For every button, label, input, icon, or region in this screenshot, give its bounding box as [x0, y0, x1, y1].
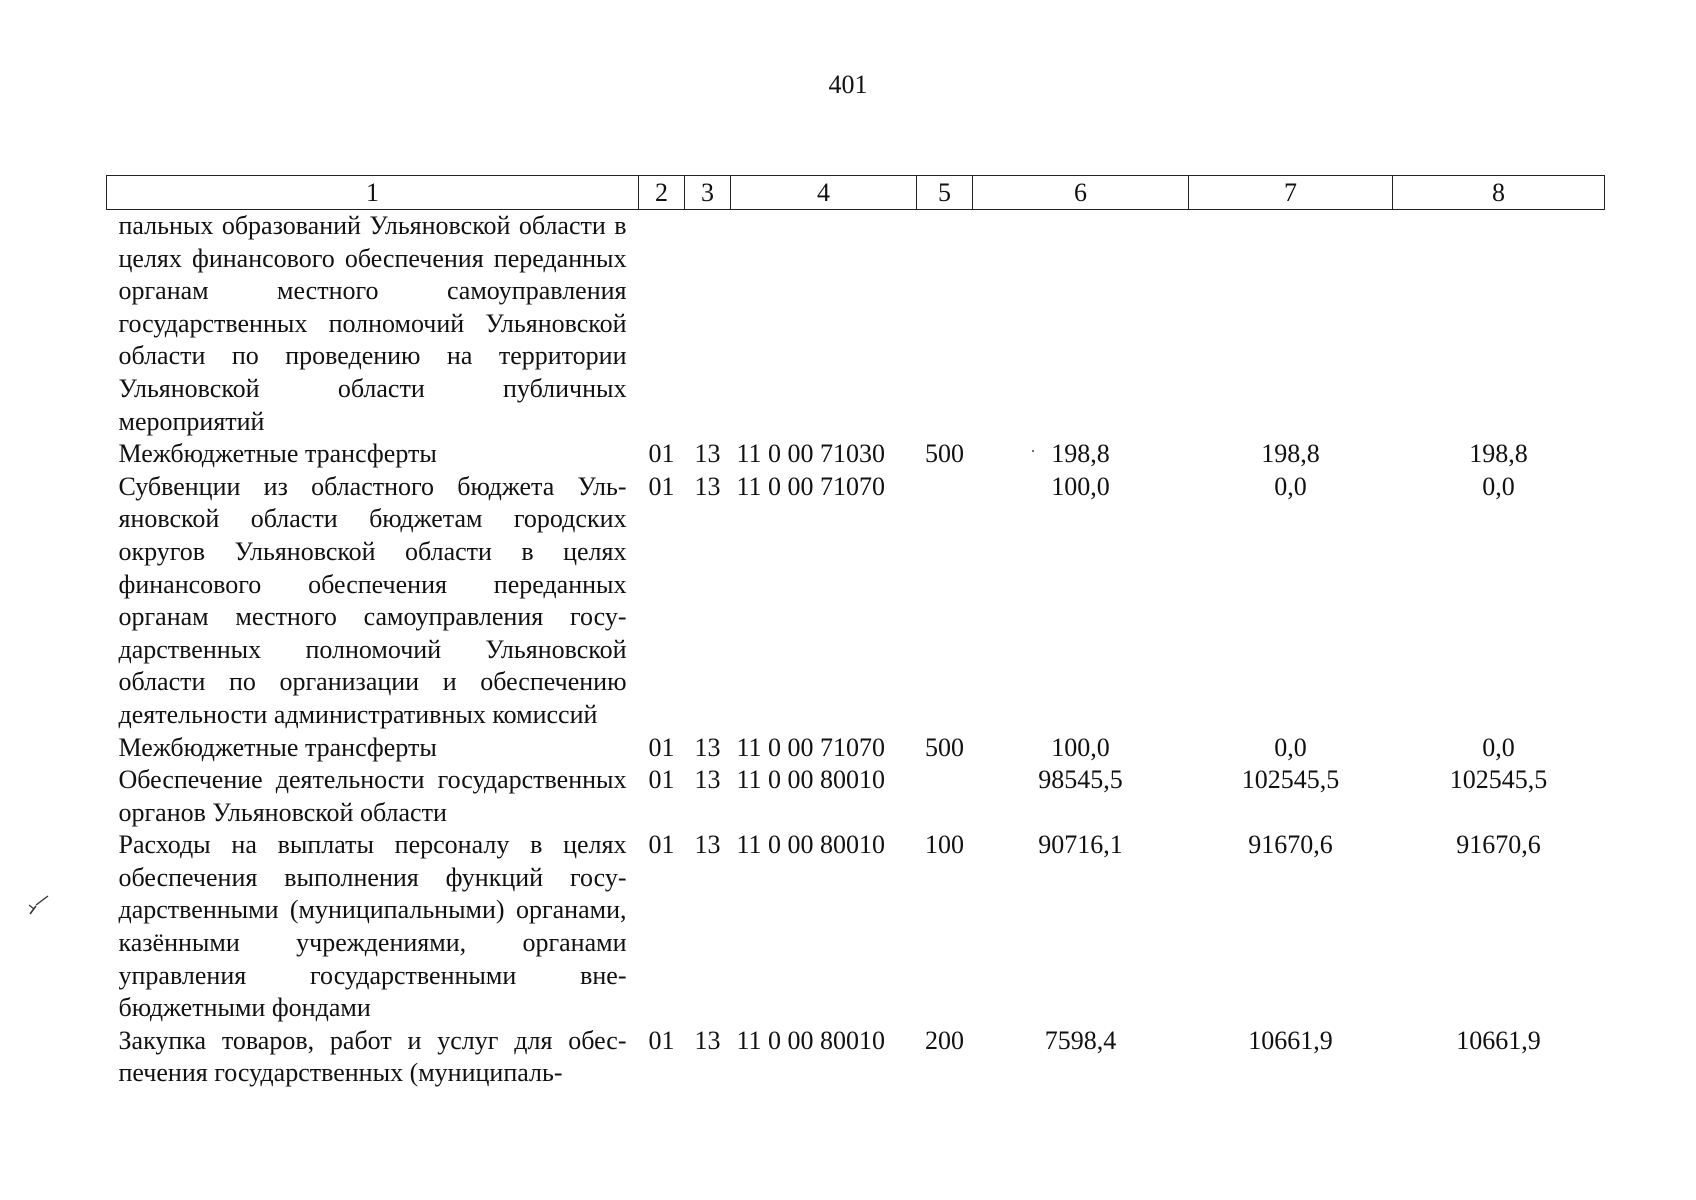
row-name: Обеспечение деятельности государственных органов Ульяновской области	[118, 765, 627, 827]
header-col-5: 5	[917, 176, 973, 210]
row-value-7: 10661,9	[1248, 1025, 1333, 1055]
row-value-8: 102545,5	[1449, 765, 1548, 795]
margin-mark	[26, 892, 52, 918]
row-value-6: 198,8	[1051, 439, 1110, 469]
row-section: 01	[648, 732, 675, 762]
table-row	[107, 471, 1605, 732]
table-body	[107, 210, 1605, 1091]
row-value-6: 100,0	[1051, 471, 1110, 501]
row-target-article: 11 0 00 71070	[736, 471, 886, 501]
row-subsection: 13	[694, 439, 721, 469]
header-col-2: 2	[639, 176, 685, 210]
row-section	[639, 210, 685, 439]
table-row	[107, 438, 1605, 471]
page-number: 401	[828, 70, 868, 99]
row-expense-type: 200	[925, 1025, 964, 1055]
row-value-6: 98545,5	[1038, 765, 1123, 795]
row-target-article	[731, 210, 917, 439]
row-value-8: 91670,6	[1456, 830, 1541, 860]
row-value-6: 90716,1	[1038, 830, 1123, 860]
row-value-8	[1393, 210, 1605, 439]
table-row	[107, 210, 1605, 439]
header-col-3: 3	[685, 176, 731, 210]
row-value-7: 198,8	[1261, 439, 1320, 469]
row-value-7: 102545,5	[1241, 765, 1340, 795]
row-name: Закупка товаров, работ и услуг для обеспечения государственных (муниципаль-	[118, 1025, 627, 1088]
row-value-7: 0,0	[1274, 471, 1307, 501]
row-value-7: 0,0	[1274, 732, 1307, 762]
table-row	[107, 829, 1605, 1025]
budget-table	[106, 175, 1605, 1090]
header-row	[107, 176, 1605, 210]
row-value-8: 0,0	[1482, 471, 1515, 501]
table-row	[107, 764, 1605, 829]
row-expense-type: 100	[925, 830, 964, 860]
table-header	[107, 176, 1605, 210]
row-target-article: 11 0 00 71070	[736, 732, 886, 762]
row-value-6: 7598,4	[1044, 1025, 1117, 1055]
row-section: 01	[648, 1025, 675, 1055]
row-target-article: 11 0 00 80010	[736, 1025, 886, 1055]
table-row	[107, 732, 1605, 765]
row-value-8: 0,0	[1482, 732, 1515, 762]
row-value-7: 91670,6	[1248, 830, 1333, 860]
row-subsection: 13	[694, 830, 721, 860]
header-col-8: 8	[1393, 176, 1605, 210]
header-col-1: 1	[107, 176, 639, 210]
row-subsection: 13	[694, 471, 721, 501]
row-name: пальных образований Ульяновской области в целях финансового обеспечения переданных органам местного самоуправления государственных полномочий Ульяновской области по проведению на территории Ульяновской области публичных мероприятий	[118, 211, 627, 436]
row-value-7	[1189, 210, 1393, 439]
row-name: Расходы на выплаты персоналу в целях обеспечения выполнения функций государственными (муниципальными) органами, казёнными учреждениями, органами управления государственными внебюджетными фондами	[118, 830, 627, 1023]
row-target-article: 11 0 00 80010	[736, 765, 886, 795]
row-value-6	[973, 210, 1189, 439]
row-value-8: 10661,9	[1456, 1025, 1541, 1055]
row-section: 01	[648, 765, 675, 795]
table-row	[107, 1025, 1605, 1090]
row-subsection: 13	[694, 765, 721, 795]
row-subsection: 13	[694, 1025, 721, 1055]
row-name: Субвенции из областного бюджета Ульяновской области бюджетам городских округов Ульяновской области в целях финансового обеспечения переданных органам местного самоуправления государственных полномочий Ульяновской области по организации и обеспечению деятельности административных комиссий	[118, 471, 627, 729]
header-col-6: 6	[973, 176, 1189, 210]
row-target-article: 11 0 00 80010	[736, 830, 886, 860]
row-expense-type	[917, 764, 973, 829]
row-expense-type: 500	[925, 732, 964, 762]
row-section: 01	[648, 439, 675, 469]
row-target-article: 11 0 00 71030	[736, 439, 886, 469]
row-value-8: 198,8	[1469, 439, 1528, 469]
row-name: Межбюджетные трансферты	[118, 732, 437, 762]
row-section: 01	[648, 830, 675, 860]
row-subsection	[685, 210, 731, 439]
header-col-7: 7	[1189, 176, 1393, 210]
header-col-4: 4	[731, 176, 917, 210]
row-subsection: 13	[694, 732, 721, 762]
row-expense-type: 500	[925, 439, 964, 469]
row-expense-type	[917, 471, 973, 732]
row-expense-type	[917, 210, 973, 439]
row-value-6: 100,0	[1051, 732, 1110, 762]
row-name: Межбюджетные трансферты	[118, 439, 437, 469]
row-section: 01	[648, 471, 675, 501]
